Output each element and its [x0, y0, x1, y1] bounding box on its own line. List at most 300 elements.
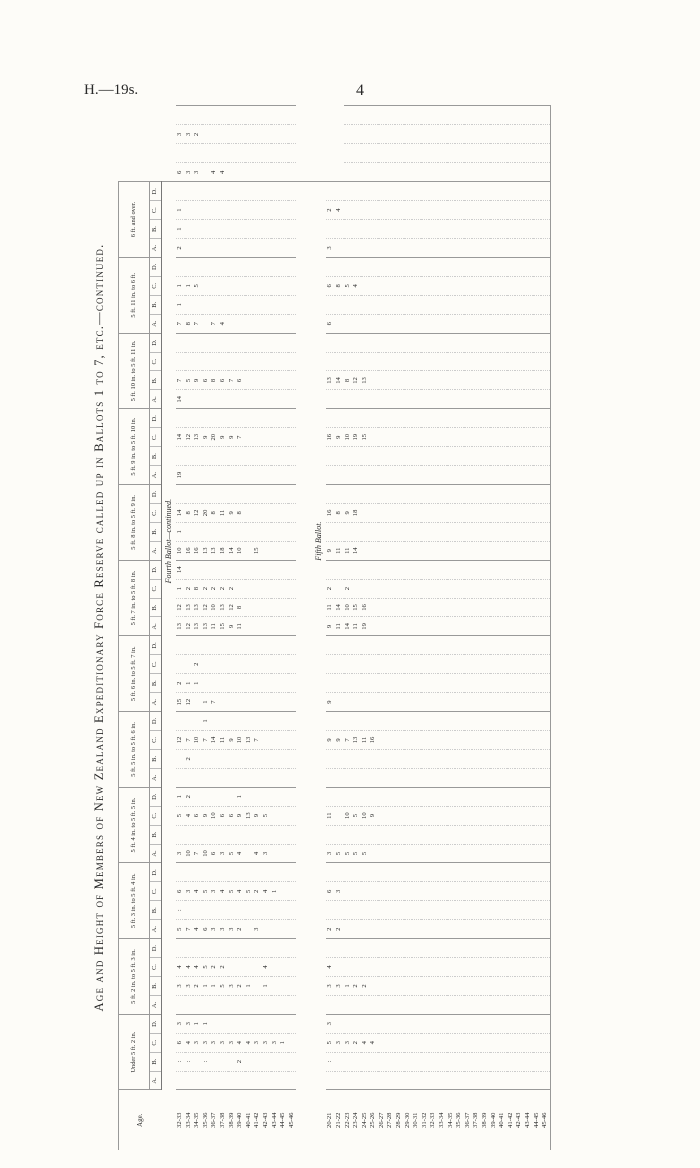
count-cell — [262, 560, 271, 579]
count-cell: 14 — [176, 390, 185, 409]
count-cell — [515, 806, 524, 825]
count-cell — [438, 485, 447, 504]
count-cell — [361, 106, 370, 125]
count-cell: 1 — [236, 787, 245, 806]
count-cell — [344, 939, 353, 958]
count-cell — [352, 674, 361, 693]
count-cell — [279, 144, 288, 163]
count-cell — [447, 428, 456, 447]
count-cell — [395, 163, 404, 182]
count-cell — [524, 579, 533, 598]
count-cell — [490, 144, 499, 163]
count-cell — [271, 522, 280, 541]
count-cell — [429, 598, 438, 617]
count-cell — [245, 428, 254, 447]
count-cell — [262, 674, 271, 693]
age-range: 30-31 — [412, 1090, 421, 1150]
count-cell — [271, 920, 280, 939]
count-cell — [326, 1071, 335, 1090]
count-cell — [369, 958, 378, 977]
fitness-class-header: D. — [150, 257, 162, 276]
count-cell — [395, 958, 404, 977]
count-cell — [507, 409, 516, 428]
count-cell — [524, 485, 533, 504]
count-cell — [288, 333, 297, 352]
count-cell — [228, 144, 237, 163]
count-cell: 6 — [326, 882, 335, 901]
count-cell — [202, 939, 211, 958]
count-cell — [352, 560, 361, 579]
count-cell — [404, 125, 413, 144]
count-cell — [507, 995, 516, 1014]
count-cell — [262, 201, 271, 220]
count-cell — [352, 314, 361, 333]
count-cell — [271, 995, 280, 1014]
count-cell — [288, 636, 297, 655]
count-cell — [515, 447, 524, 466]
count-cell — [472, 787, 481, 806]
count-cell — [429, 579, 438, 598]
count-cell — [524, 390, 533, 409]
count-cell: 10 — [210, 598, 219, 617]
count-cell — [404, 182, 413, 201]
count-cell — [472, 522, 481, 541]
count-cell: 2 — [193, 125, 202, 144]
count-cell — [193, 825, 202, 844]
count-cell — [326, 901, 335, 920]
count-cell — [533, 825, 542, 844]
count-cell — [429, 901, 438, 920]
count-cell — [335, 522, 344, 541]
count-cell — [369, 522, 378, 541]
count-cell — [262, 863, 271, 882]
count-cell — [352, 220, 361, 239]
count-cell — [404, 333, 413, 352]
count-cell — [404, 863, 413, 882]
count-cell — [507, 371, 516, 390]
count-cell: 7 — [210, 314, 219, 333]
count-cell — [245, 920, 254, 939]
fitness-class-header: C. — [150, 579, 162, 598]
height-group-header: 5 ft. 7 in. to 5 ft. 8 in. — [119, 560, 150, 636]
count-cell — [472, 712, 481, 731]
count-cell — [404, 920, 413, 939]
count-cell — [288, 995, 297, 1014]
count-cell: 2 — [352, 1033, 361, 1052]
count-cell — [253, 787, 262, 806]
count-cell: 4 — [210, 163, 219, 182]
count-cell — [515, 428, 524, 447]
count-cell: 2 — [326, 920, 335, 939]
count-cell — [361, 125, 370, 144]
count-cell — [490, 352, 499, 371]
count-cell — [455, 825, 464, 844]
count-cell — [447, 712, 456, 731]
count-cell — [352, 712, 361, 731]
fitness-class-header: D. — [150, 560, 162, 579]
count-cell — [421, 485, 430, 504]
count-cell — [262, 730, 271, 749]
count-cell — [262, 239, 271, 258]
count-cell — [344, 239, 353, 258]
count-cell: 14 — [335, 598, 344, 617]
count-cell — [412, 239, 421, 258]
count-cell — [481, 901, 490, 920]
count-cell — [245, 295, 254, 314]
count-cell: 12 — [185, 693, 194, 712]
count-cell — [421, 693, 430, 712]
count-cell — [472, 314, 481, 333]
count-cell — [421, 712, 430, 731]
count-cell — [541, 503, 550, 522]
count-cell — [279, 920, 288, 939]
count-cell — [245, 314, 254, 333]
count-cell — [219, 447, 228, 466]
count-cell — [404, 503, 413, 522]
count-cell: 9 — [369, 806, 378, 825]
count-cell — [352, 958, 361, 977]
table-row — [279, 106, 288, 1151]
count-cell — [412, 920, 421, 939]
count-cell — [288, 920, 297, 939]
count-cell — [447, 276, 456, 295]
count-cell — [271, 144, 280, 163]
count-cell — [541, 882, 550, 901]
count-cell — [438, 1071, 447, 1090]
count-cell — [344, 1052, 353, 1071]
count-cell — [498, 409, 507, 428]
count-cell — [464, 806, 473, 825]
count-cell — [533, 466, 542, 485]
count-cell — [262, 409, 271, 428]
count-cell — [335, 314, 344, 333]
count-cell — [361, 390, 370, 409]
count-cell: 7 — [210, 693, 219, 712]
count-cell — [395, 276, 404, 295]
count-cell — [481, 787, 490, 806]
count-cell — [378, 485, 387, 504]
count-cell — [271, 844, 280, 863]
count-cell — [271, 617, 280, 636]
count-cell — [490, 220, 499, 239]
count-cell — [193, 466, 202, 485]
count-cell — [202, 182, 211, 201]
fitness-class-header: A. — [150, 920, 162, 939]
fitness-class-header: B. — [150, 371, 162, 390]
count-cell — [481, 333, 490, 352]
count-cell — [176, 485, 185, 504]
count-cell — [472, 863, 481, 882]
count-cell — [279, 674, 288, 693]
count-cell — [202, 201, 211, 220]
count-cell: 7 — [176, 314, 185, 333]
age-range: 39-40 — [236, 1090, 245, 1150]
count-cell — [369, 825, 378, 844]
count-cell — [228, 257, 237, 276]
count-cell — [245, 560, 254, 579]
count-cell: 12 — [185, 428, 194, 447]
count-cell — [533, 1071, 542, 1090]
count-cell — [412, 806, 421, 825]
count-cell — [533, 144, 542, 163]
count-cell — [464, 749, 473, 768]
count-cell: 6 — [236, 371, 245, 390]
count-cell — [490, 541, 499, 560]
count-cell — [472, 920, 481, 939]
count-cell — [464, 617, 473, 636]
count-cell — [515, 390, 524, 409]
count-cell: 14 — [210, 730, 219, 749]
count-cell — [369, 598, 378, 617]
count-cell — [455, 995, 464, 1014]
age-range: 24-25 — [361, 1090, 370, 1150]
count-cell — [245, 598, 254, 617]
count-cell — [438, 352, 447, 371]
fitness-class-header: C. — [150, 201, 162, 220]
count-cell — [464, 920, 473, 939]
count-cell — [421, 522, 430, 541]
count-cell — [421, 390, 430, 409]
count-cell: 2 — [185, 787, 194, 806]
count-cell — [541, 598, 550, 617]
count-cell — [421, 617, 430, 636]
count-cell — [464, 712, 473, 731]
count-cell — [472, 655, 481, 674]
count-cell — [253, 768, 262, 787]
count-cell — [395, 257, 404, 276]
count-cell — [262, 636, 271, 655]
count-cell: 14 — [335, 371, 344, 390]
count-cell — [378, 1033, 387, 1052]
count-cell — [421, 371, 430, 390]
count-cell — [447, 617, 456, 636]
count-cell — [262, 920, 271, 939]
count-cell — [386, 371, 395, 390]
count-cell — [185, 768, 194, 787]
count-cell — [335, 655, 344, 674]
count-cell — [202, 787, 211, 806]
count-cell — [498, 314, 507, 333]
count-cell — [279, 636, 288, 655]
count-cell — [395, 749, 404, 768]
count-cell — [481, 144, 490, 163]
count-cell — [515, 617, 524, 636]
count-cell — [344, 144, 353, 163]
count-cell: 4 — [369, 1033, 378, 1052]
count-cell — [524, 201, 533, 220]
count-cell — [498, 276, 507, 295]
age-range: 39-40 — [490, 1090, 499, 1150]
count-cell — [335, 787, 344, 806]
fitness-class-header: B. — [150, 447, 162, 466]
count-cell — [438, 617, 447, 636]
count-cell — [245, 768, 254, 787]
count-cell — [472, 617, 481, 636]
count-cell — [404, 693, 413, 712]
count-cell — [464, 825, 473, 844]
count-cell: 15 — [219, 617, 228, 636]
count-cell — [464, 1071, 473, 1090]
count-cell — [369, 1014, 378, 1033]
count-cell — [515, 182, 524, 201]
count-cell — [386, 182, 395, 201]
count-cell — [335, 560, 344, 579]
count-cell — [524, 352, 533, 371]
age-range: 40-41 — [498, 1090, 507, 1150]
count-cell: 3 — [253, 920, 262, 939]
count-cell — [429, 541, 438, 560]
count-cell — [369, 201, 378, 220]
count-cell — [236, 144, 245, 163]
count-cell: 19 — [352, 428, 361, 447]
count-cell — [438, 560, 447, 579]
count-cell — [515, 1014, 524, 1033]
count-cell — [472, 806, 481, 825]
age-range: 37-38 — [219, 1090, 228, 1150]
count-cell — [288, 125, 297, 144]
age-range: 41-42 — [253, 1090, 262, 1150]
count-cell — [498, 825, 507, 844]
count-cell — [507, 863, 516, 882]
count-cell — [361, 693, 370, 712]
count-cell — [262, 579, 271, 598]
count-cell — [262, 182, 271, 201]
count-cell — [429, 314, 438, 333]
table-row — [429, 106, 438, 1151]
count-cell — [490, 447, 499, 466]
count-cell — [507, 844, 516, 863]
count-cell — [429, 882, 438, 901]
count-cell — [361, 447, 370, 466]
count-cell — [438, 749, 447, 768]
count-cell — [541, 560, 550, 579]
count-cell — [326, 522, 335, 541]
count-cell — [271, 825, 280, 844]
count-cell — [541, 1071, 550, 1090]
count-cell — [438, 466, 447, 485]
count-cell: 3 — [271, 1033, 280, 1052]
count-cell — [447, 674, 456, 693]
count-cell: 5 — [344, 844, 353, 863]
count-cell — [202, 352, 211, 371]
count-cell — [412, 674, 421, 693]
count-cell — [429, 485, 438, 504]
count-cell — [361, 503, 370, 522]
count-cell — [438, 825, 447, 844]
count-cell — [507, 447, 516, 466]
count-cell — [447, 522, 456, 541]
count-cell — [498, 976, 507, 995]
count-cell — [395, 352, 404, 371]
count-cell — [533, 447, 542, 466]
count-cell — [288, 447, 297, 466]
count-cell — [279, 314, 288, 333]
count-cell — [361, 958, 370, 977]
count-cell — [447, 352, 456, 371]
count-cell — [228, 674, 237, 693]
count-cell — [533, 560, 542, 579]
count-cell — [524, 749, 533, 768]
count-cell — [245, 863, 254, 882]
count-cell — [245, 579, 254, 598]
count-cell — [464, 939, 473, 958]
count-cell — [210, 106, 219, 125]
count-cell — [395, 768, 404, 787]
count-cell — [326, 825, 335, 844]
count-cell — [210, 863, 219, 882]
count-cell: 3 — [219, 844, 228, 863]
count-cell — [533, 882, 542, 901]
fitness-class-header: D. — [150, 485, 162, 504]
count-cell — [245, 409, 254, 428]
count-cell — [253, 182, 262, 201]
count-cell — [378, 730, 387, 749]
count-cell — [271, 466, 280, 485]
count-cell — [245, 825, 254, 844]
height-group-header: 5 ft. 9 in. to 5 ft. 10 in. — [119, 409, 150, 485]
count-cell: 4 — [176, 958, 185, 977]
count-cell — [185, 295, 194, 314]
count-cell — [288, 768, 297, 787]
count-cell — [288, 844, 297, 863]
count-cell — [412, 201, 421, 220]
count-cell — [404, 939, 413, 958]
count-cell — [507, 617, 516, 636]
count-cell — [245, 636, 254, 655]
count-cell — [533, 863, 542, 882]
count-cell — [455, 693, 464, 712]
count-cell — [236, 390, 245, 409]
table-row — [210, 106, 219, 1151]
count-cell — [262, 466, 271, 485]
count-cell — [541, 939, 550, 958]
count-cell — [429, 106, 438, 125]
count-cell — [464, 163, 473, 182]
count-cell — [481, 844, 490, 863]
count-cell — [412, 163, 421, 182]
count-cell — [412, 617, 421, 636]
count-cell: 14 — [352, 541, 361, 560]
count-cell — [481, 106, 490, 125]
age-range: 35-36 — [202, 1090, 211, 1150]
count-cell — [481, 825, 490, 844]
count-cell — [395, 712, 404, 731]
count-cell — [524, 163, 533, 182]
count-cell — [481, 390, 490, 409]
count-cell — [404, 201, 413, 220]
count-cell — [253, 598, 262, 617]
count-cell — [541, 920, 550, 939]
count-cell — [279, 447, 288, 466]
count-cell — [404, 144, 413, 163]
count-cell — [386, 655, 395, 674]
count-cell: 5 — [202, 958, 211, 977]
count-cell: 7 — [176, 371, 185, 390]
count-cell — [253, 617, 262, 636]
count-cell: 3 — [176, 844, 185, 863]
count-cell — [326, 485, 335, 504]
count-cell: 6 — [176, 163, 185, 182]
count-cell — [245, 617, 254, 636]
count-cell — [464, 466, 473, 485]
count-cell — [498, 730, 507, 749]
count-cell: 13 — [176, 617, 185, 636]
count-cell — [288, 352, 297, 371]
count-cell — [361, 522, 370, 541]
count-cell — [404, 844, 413, 863]
count-cell — [361, 239, 370, 258]
count-cell — [472, 220, 481, 239]
